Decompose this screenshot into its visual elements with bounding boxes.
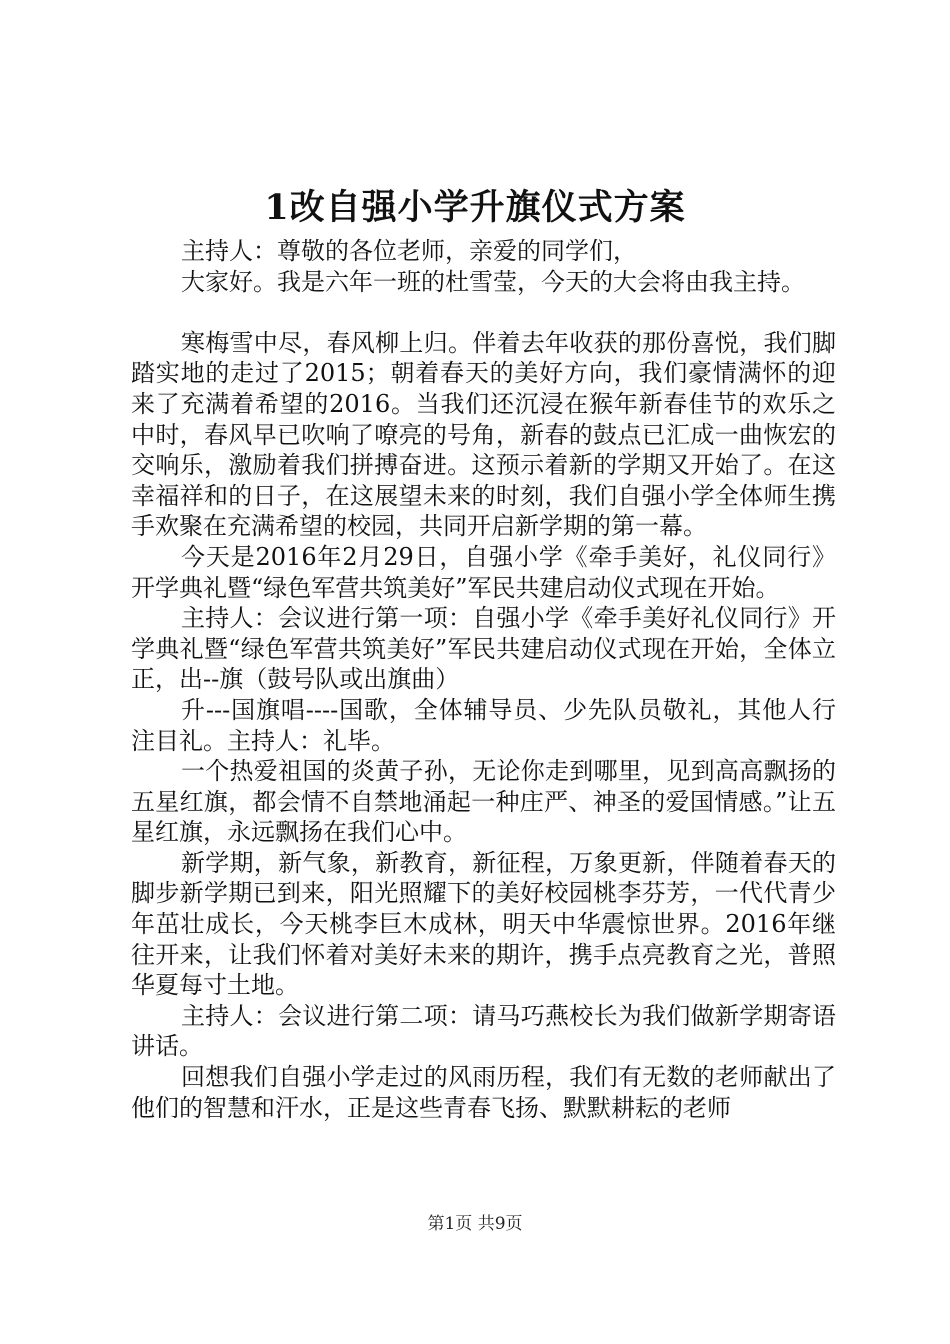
page-footer: 第1页 共9页 xyxy=(427,1214,523,1234)
paragraph-new-semester: 新学期，新气象，新教育，新征程，万象更新，伴随着春天的脚步新学期已到来，阳光照耀下的美好校园桃李芬芳，一代代青少年茁壮成长，今天桃李巨木成林，明天中华震惊世界。2016年继往开来，让我们怀着对美好未来的期许，携手点亮教育之光，普照华夏每寸土地。 xyxy=(131,848,836,1000)
paragraph-agenda-item-one: 主持人：会议进行第一项：自强小学《牵手美好礼仪同行》开学典礼暨“绿色军营共筑美好”军民共建启动仪式现在开始，全体立正，出--旗（鼓号队或出旗曲） xyxy=(131,604,836,694)
paragraph-agenda-item-two: 主持人：会议进行第二项：请马巧燕校长为我们做新学期寄语讲话。 xyxy=(131,1001,836,1061)
paragraph-greeting: 主持人：尊敬的各位老师，亲爱的同学们， xyxy=(181,237,637,265)
paragraph-host-intro: 大家好。我是六年一班的杜雪莹，今天的大会将由我主持。 xyxy=(181,267,805,296)
paragraph-patriotism: 一个热爱祖国的炎黄子孙，无论你走到哪里，见到高高飘扬的五星红旗，都会情不自禁地涌起一种庄严、神圣的爱国情感。”让五星红旗，永远飘扬在我们心中。 xyxy=(131,757,836,847)
paragraph-date-announcement: 今天是2016年2月29日，自强小学《牵手美好，礼仪同行》开学典礼暨“绿色军营共筑美好”军民共建启动仪式现在开始。 xyxy=(131,542,836,602)
paragraph-spacer xyxy=(131,297,836,328)
document-body xyxy=(131,236,836,1123)
paragraph-school-history: 回想我们自强小学走过的风雨历程，我们有无数的老师献出了他们的智慧和汗水，正是这些青春飞扬、默默耕耘的老师 xyxy=(131,1063,836,1122)
paragraph-opening-speech: 寒梅雪中尽，春风柳上归。伴着去年收获的那份喜悦，我们脚踏实地的走过了2015；朝着春天的美好方向，我们豪情满怀的迎来了充满着希望的2016。当我们还沉浸在猴年新春佳节的欢乐之中时，春风早已吹响了嘹亮的号角，新春的鼓点已汇成一曲恢宏的交响乐，激励着我们拼搏奋进。这预示着新的学期又开始了。在这幸福祥和的日子，在这展望未来的时刻，我们自强小学全体师生携手欢聚在充满希望的校园，共同开启新学期的第一幕。 xyxy=(131,328,836,541)
document-title: 1改自强小学升旗仪式方案 xyxy=(264,187,686,228)
paragraph-flag-raising: 升---国旗唱----国歌，全体辅导员、少先队员敬礼，其他人行注目礼。主持人：礼毕。 xyxy=(131,695,836,755)
